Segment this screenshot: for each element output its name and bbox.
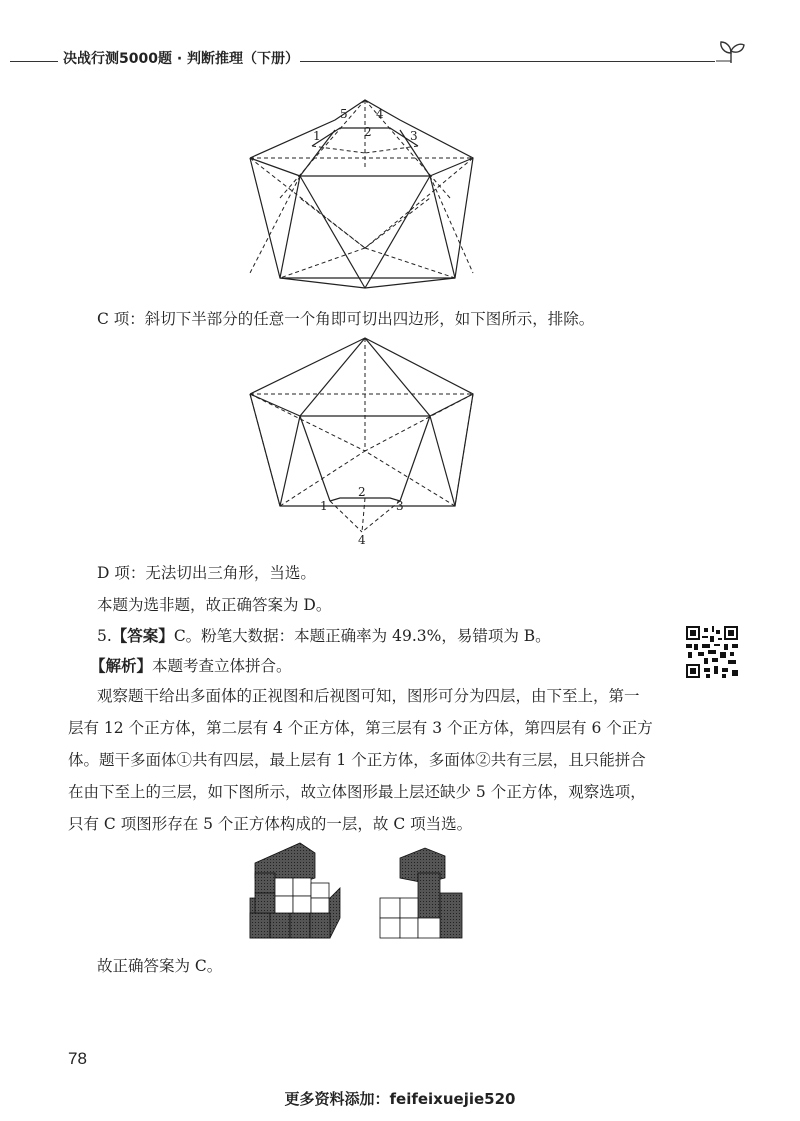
body-line-4: 在由下至上的三层，如下图所示，故立体图形最上层还缺少 5 个正方体，观察选项， bbox=[68, 783, 646, 801]
body-line-2: 层有 12 个正方体，第二层有 4 个正方体，第三层有 3 个正方体，第四层有 6 个正方 bbox=[68, 719, 653, 737]
fig1-label-4: 4 bbox=[376, 107, 384, 121]
page-number: 78 bbox=[68, 1049, 87, 1068]
cube-assembly-figure bbox=[240, 838, 480, 943]
fig2-label-1: 1 bbox=[320, 499, 328, 513]
footer-text: 更多资料添加：feifeixuejie520 bbox=[284, 1090, 516, 1108]
q5-number: 5. bbox=[97, 627, 112, 645]
header-rule-right bbox=[300, 61, 715, 62]
fig1-label-1: 1 bbox=[313, 129, 321, 143]
d-option-text: D 项：无法切出三角形，当选。 bbox=[97, 564, 316, 582]
d-conclusion-text: 本题为选非题，故正确答案为 D。 bbox=[97, 596, 332, 614]
fig1-label-2: 2 bbox=[364, 125, 372, 139]
body-line-3: 体。题干多面体①共有四层，最上层有 1 个正方体，多面体②共有三层，且只能拼合 bbox=[68, 751, 646, 769]
fig1-label-5: 5 bbox=[340, 107, 348, 121]
final-answer-text: 故正确答案为 C。 bbox=[97, 957, 223, 975]
qr-code-icon bbox=[686, 626, 738, 678]
body-line-5: 只有 C 项图形存在 5 个正方体构成的一层，故 C 项当选。 bbox=[68, 815, 473, 833]
header-title: 决战行测5000题 · 判断推理（下册） bbox=[63, 51, 300, 67]
fig2-label-2: 2 bbox=[358, 485, 366, 499]
icosahedron-figure-top-cut bbox=[240, 98, 480, 298]
c-option-text: C 项：斜切下半部分的任意一个角即可切出四边形，如下图所示，排除。 bbox=[97, 310, 595, 328]
body-line-1: 观察题干给出多面体的正视图和后视图可知，图形可分为四层，由下至上，第一 bbox=[97, 687, 640, 705]
leaf-sprout-icon bbox=[716, 37, 746, 67]
fig2-label-4: 4 bbox=[358, 533, 366, 546]
fig1-label-3: 3 bbox=[410, 129, 418, 143]
q5-answer-line bbox=[97, 620, 551, 653]
fig2-label-3: 3 bbox=[396, 499, 404, 513]
q5-analysis-line bbox=[90, 650, 292, 683]
q5-answer-text: C。粉笔大数据：本题正确率为 49.3%，易错项为 B。 bbox=[173, 627, 551, 645]
header-rule-left bbox=[10, 61, 58, 62]
q5-analysis-tag: 【解析】 bbox=[90, 657, 153, 675]
icosahedron-figure-bottom-cut bbox=[240, 336, 480, 546]
q5-answer-tag: 【答案】 bbox=[111, 627, 174, 645]
q5-analysis-text: 本题考查立体拼合。 bbox=[152, 657, 292, 675]
